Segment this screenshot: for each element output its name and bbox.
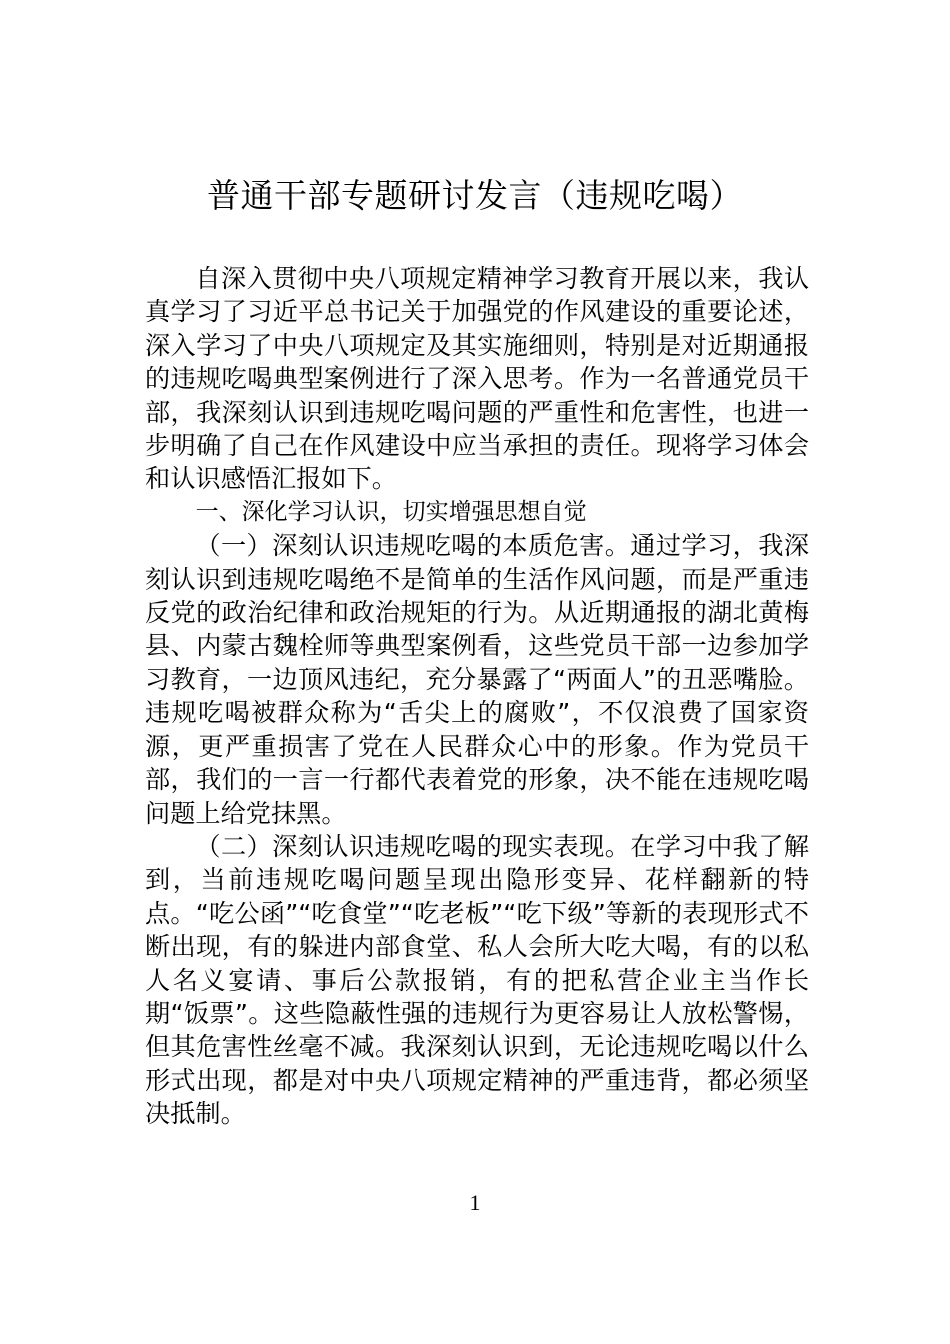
- section-heading-1: 一、深化学习认识，切实增强思想自觉: [195, 498, 587, 525]
- document-title: 普通干部专题研讨发言（违规吃喝）: [207, 176, 743, 215]
- point-paragraph-2: （二）深刻认识违规吃喝的现实表现。在学习中我了解到，当前违规吃喝问题呈现出隐形变异、花样翻新的特点。“吃公函”“吃食堂”“吃老板”“吃下级”等新的表现形式不断出现，有的躲进内部食堂、私人会所大吃大喝，有的以私人名义宴请、事后公款报销，有的把私营企业主当作长期“饭票”。这些隐蔽性强的违规行为更容易让人放松警惕，但其危害性丝毫不减。我深刻认识到，无论违规吃喝以什么形式出现，都是对中央八项规定精神的严重违背，都必须坚决抵制。: [145, 831, 809, 1129]
- point-paragraph-1: （一）深刻认识违规吃喝的本质危害。通过学习，我深刻认识到违规吃喝绝不是简单的生活作风问题，而是严重违反党的政治纪律和政治规矩的行为。从近期通报的湖北黄梅县、内蒙古魏栓师等典型案例看，这些党员干部一边参加学习教育，一边顶风违纪，充分暴露了“两面人”的丑恶嘴脸。违规吃喝被群众称为“舌尖上的腐败”，不仅浪费了国家资源，更严重损害了党在人民群众心中的形象。作为党员干部，我们的一言一行都代表着党的形象，决不能在违规吃喝问题上给党抹黑。: [145, 531, 809, 828]
- page-number: 1: [469, 1190, 481, 1215]
- intro-paragraph: 自深入贯彻中央八项规定精神学习教育开展以来，我认真学习了习近平总书记关于加强党的作风建设的重要论述，深入学习了中央八项规定及其实施细则，特别是对近期通报的违规吃喝典型案例进行了深入思考。作为一名普通党员干部，我深刻认识到违规吃喝问题的严重性和危害性，也进一步明确了自己在作风建设中应当承担的责任。现将学习体会和认识感悟汇报如下。: [145, 264, 809, 494]
- document-body: [145, 262, 809, 1131]
